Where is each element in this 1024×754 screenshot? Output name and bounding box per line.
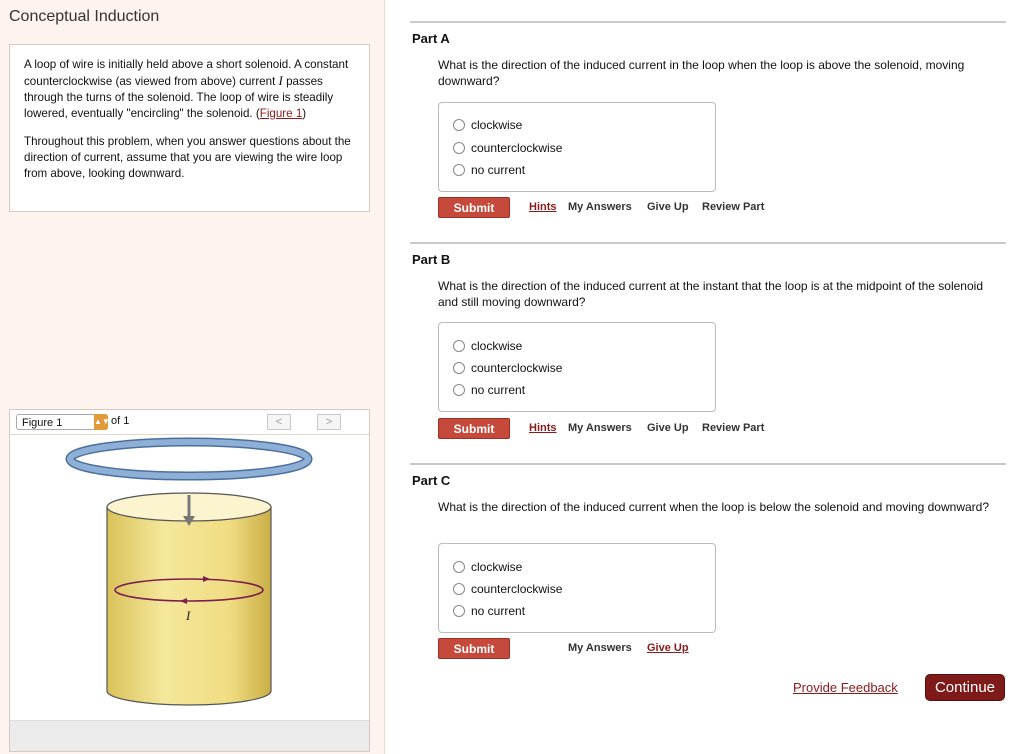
radio-button[interactable] (453, 583, 465, 595)
review-part-link[interactable]: Review Part (702, 422, 765, 434)
hints-link[interactable]: Hints (529, 201, 557, 213)
intro-text-1: A loop of wire is initially held above a short solenoid. A constant counterclockwise (as viewed from above) current (24, 58, 349, 88)
problem-intro (24, 57, 355, 122)
radio-button[interactable] (453, 384, 465, 396)
my-answers-link[interactable]: My Answers (568, 422, 632, 434)
give-up-link[interactable]: Give Up (647, 201, 689, 213)
option-counterclockwise[interactable] (453, 581, 562, 597)
part-b (410, 242, 1006, 442)
give-up-link[interactable]: Give Up (647, 422, 689, 434)
part-divider (410, 242, 1006, 244)
option-label: counterclockwise (471, 582, 563, 596)
problem-instructions: Throughout this problem, when you answer questions about the direction of current, assume that you are viewing the wire loop from above, looking downward. (24, 135, 351, 180)
option-no-current[interactable] (453, 603, 525, 619)
radio-button[interactable] (453, 142, 465, 154)
option-label: counterclockwise (471, 141, 563, 155)
problem-sidebar (0, 0, 385, 754)
radio-button[interactable] (453, 119, 465, 131)
question-text: What is the direction of the induced current when the loop is below the solenoid and moving downward? (438, 500, 989, 514)
problem-title: Conceptual Induction (9, 8, 160, 25)
solenoid-body (107, 507, 271, 705)
answer-options (438, 543, 716, 633)
part-actions (438, 197, 998, 219)
intro-text-2: passes through the turns of the solenoid. The loop of wire is steadily lowered, eventually "encircling" the solenoid. ( (24, 75, 334, 120)
option-label: counterclockwise (471, 361, 563, 375)
part-actions (438, 638, 998, 660)
option-counterclockwise[interactable] (453, 140, 562, 156)
intro-text-3: ) (302, 107, 307, 120)
figure-panel (9, 409, 370, 752)
parts-area (384, 0, 1024, 754)
figure-select[interactable] (16, 414, 108, 430)
option-clockwise[interactable] (453, 117, 522, 133)
figure-count: of 1 (111, 415, 130, 427)
figure-select-value: Figure 1 (22, 417, 63, 429)
part-a (410, 21, 1006, 221)
part-actions (438, 418, 998, 440)
continue-button[interactable]: Continue (925, 674, 1005, 701)
part-divider (410, 463, 1006, 465)
figure-toolbar (10, 410, 369, 435)
option-label: clockwise (471, 339, 523, 353)
question-text: What is the direction of the induced current at the instant that the loop is at the midpoint of the solenoid and still moving downward? (438, 279, 983, 309)
next-figure-button[interactable] (317, 414, 341, 430)
figure-link[interactable]: Figure 1 (259, 107, 303, 120)
give-up-link[interactable]: Give Up (647, 642, 689, 654)
chevron-left-icon: < (275, 416, 283, 428)
question-text: What is the direction of the induced current in the loop when the loop is above the solenoid, moving downward? (438, 58, 965, 88)
submit-button[interactable]: Submit (438, 197, 510, 218)
problem-description (9, 44, 370, 212)
option-label: no current (471, 163, 526, 177)
select-arrows-icon: ▲▼ (94, 414, 108, 430)
part-title: Part C (412, 473, 451, 488)
prev-figure-button[interactable] (267, 414, 291, 430)
option-label: no current (471, 604, 526, 618)
my-answers-link[interactable]: My Answers (568, 201, 632, 213)
wire-loop (70, 442, 308, 476)
option-counterclockwise[interactable] (453, 360, 562, 376)
current-variable: I (278, 73, 283, 88)
hints-link[interactable]: Hints (529, 422, 557, 434)
option-label: clockwise (471, 560, 523, 574)
submit-button[interactable]: Submit (438, 418, 510, 439)
option-label: clockwise (471, 118, 523, 132)
option-no-current[interactable] (453, 382, 525, 398)
option-no-current[interactable] (453, 162, 525, 178)
option-clockwise[interactable] (453, 559, 522, 575)
radio-button[interactable] (453, 561, 465, 573)
radio-button[interactable] (453, 362, 465, 374)
part-title: Part A (412, 31, 450, 46)
radio-button[interactable] (453, 164, 465, 176)
my-answers-link[interactable]: My Answers (568, 642, 632, 654)
solenoid-figure (10, 435, 369, 721)
answer-options (438, 322, 716, 412)
submit-button[interactable]: Submit (438, 638, 510, 659)
option-label: no current (471, 383, 526, 397)
chevron-right-icon: > (325, 416, 333, 428)
current-label: I (186, 608, 191, 623)
radio-button[interactable] (453, 605, 465, 617)
part-title: Part B (412, 252, 451, 267)
review-part-link[interactable]: Review Part (702, 201, 765, 213)
radio-button[interactable] (453, 340, 465, 352)
option-clockwise[interactable] (453, 338, 522, 354)
part-divider (410, 21, 1006, 23)
provide-feedback-link[interactable]: Provide Feedback (793, 680, 898, 695)
answer-options (438, 102, 716, 192)
figure-footer (10, 720, 369, 751)
part-c (410, 463, 1006, 663)
